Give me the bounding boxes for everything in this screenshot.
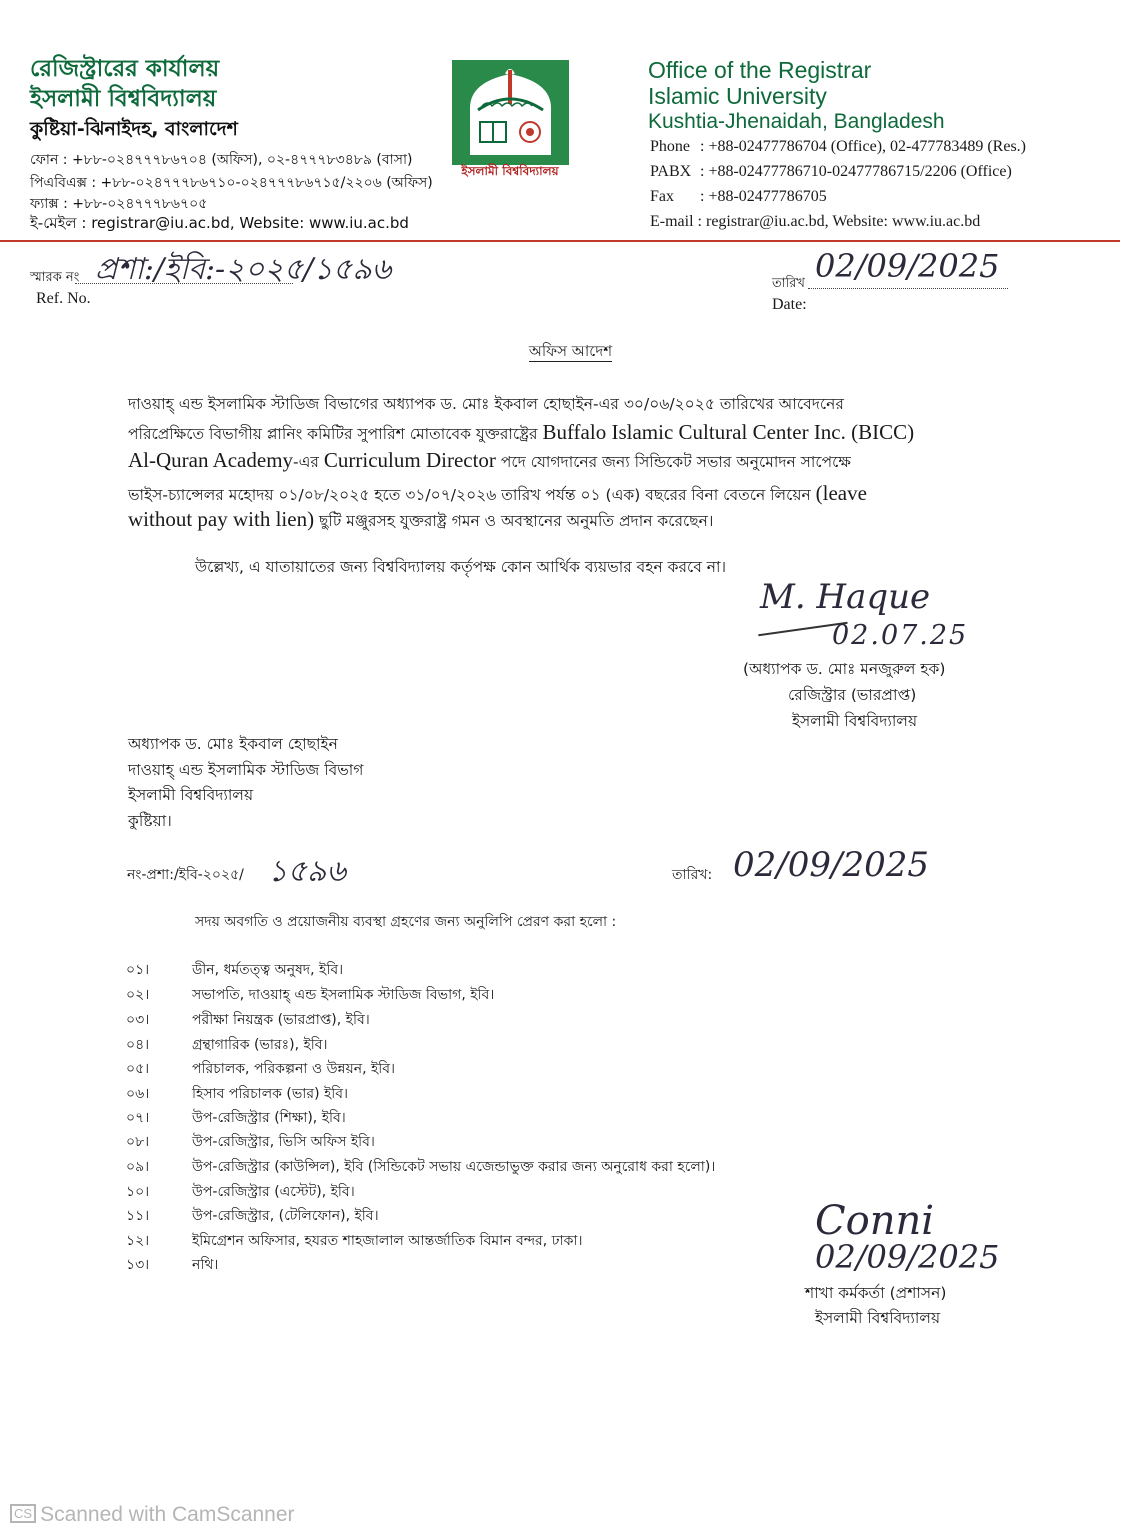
- header-en-pabx: [650, 163, 1012, 181]
- pabx-label: PABX: [650, 163, 692, 180]
- memo-number-handwritten: ১৫৯৬: [268, 854, 346, 889]
- registrar-signature: M. Haque: [760, 577, 931, 617]
- copy-item: ১২। ইমিগ্রেশন অফিসার, হযরত শাহজালাল আন্তর্জাতিক বিমান বন্দর, ঢাকা।: [126, 1233, 583, 1249]
- copy-item: ০৮। উপ-রেজিস্ট্রার, ভিসি অফিস ইবি।: [126, 1134, 375, 1150]
- order-line-3: Al-Quran Academy-এর Curriculum Director পদে যোগদানের জন্য সিন্ডিকেট সভার অনুমোদন সাপেক্ষে: [128, 448, 851, 472]
- camscanner-icon: CS: [10, 1504, 36, 1523]
- header-divider: [0, 240, 1120, 242]
- date-handwritten: 02/09/2025: [815, 247, 1000, 285]
- ref-number-handwritten: প্রশা:/ইবি:-২০২৫/১৫৯৬: [95, 252, 392, 287]
- copy-item: ০৩। পরীক্ষা নিয়ন্ত্রক (ভারপ্রাপ্ত), ইবি।: [126, 1012, 370, 1028]
- addressee-name: অধ্যাপক ড. মোঃ ইকবাল হোছাইন: [128, 735, 338, 753]
- copy-item: ০২। সভাপতি, দাওয়াহ্ এন্ড ইসলামিক স্টাডিজ বিভাগ, ইবি।: [126, 987, 495, 1003]
- addressee-university: ইসলামী বিশ্ববিদ্যালয়: [128, 786, 254, 804]
- memo-date-label: তারিখ:: [672, 867, 713, 883]
- copy-item: ০৬। হিসাব পরিচালক (ভার) ইবি।: [126, 1086, 349, 1102]
- header-en-office: Office of the Registrar: [648, 57, 872, 83]
- copy-item: ০১। ডীন, ধর্মতত্ত্ব অনুষদ, ইবি।: [126, 962, 344, 978]
- ref-label-en: Ref. No.: [36, 290, 91, 307]
- copy-item: ০৫। পরিচালক, পরিকল্পনা ও উন্নয়ন, ইবি।: [126, 1061, 396, 1077]
- header-bn-phone: ফোন : +৮৮-০২৪৭৭৭৮৬৭০৪ (অফিস), ০২-৪৭৭৭৮৩৪৮৯ (বাসা): [30, 152, 413, 168]
- phone-value: : +88-02477786704 (Office), 02-477783489 (Res.): [700, 138, 1027, 155]
- office-order-title: অফিস আদেশ: [528, 342, 613, 360]
- section-officer-signature: Conni: [815, 1198, 935, 1244]
- header-en-location: Kushtia-Jhenaidah, Bangladesh: [648, 110, 945, 133]
- copy-item: ১০। উপ-রেজিস্ট্রার (এস্টেট), ইবি।: [126, 1184, 355, 1200]
- pabx-value: : +88-02477786710-02477786715/2206 (Office): [700, 163, 1012, 180]
- fax-value: : +88-02477786705: [700, 188, 827, 205]
- header-bn-pabx: পিএবিএক্স : +৮৮-০২৪৭৭৭৮৬৭১০-০২৪৭৭৭৮৬৭১৫/২২০৬ (অফিস): [30, 175, 433, 191]
- memo-date-handwritten: 02/09/2025: [733, 845, 929, 885]
- registrar-org: ইসলামী বিশ্ববিদ্যালয়: [792, 712, 918, 730]
- header-bn-office: রেজিস্ট্রারের কার্যালয়: [30, 56, 220, 82]
- header-en-university: Islamic University: [648, 83, 827, 109]
- order-line-4: ভাইস-চ্যান্সেলর মহোদয় ০১/০৮/২০২৫ হতে ৩১/০৭/২০২৬ তারিখ পর্যন্ত ০১ (এক) বছরের বিনা বেতনে লিয়েন (leave: [128, 481, 867, 505]
- addressee-department: দাওয়াহ্ এন্ড ইসলামিক স্টাডিজ বিভাগ: [128, 761, 364, 779]
- camscanner-watermark: CS Scanned with CamScanner: [10, 1503, 295, 1527]
- header-bn-location: কুষ্টিয়া-ঝিনাইদহ, বাংলাদেশ: [30, 118, 238, 140]
- order-line-5: without pay with lien) ছুটি মঞ্জুরসহ যুক্তরাষ্ট্র গমন ও অবস্থানের অনুমতি প্রদান করেছেন।: [128, 507, 714, 531]
- ref-label-bn: স্মারক নং: [30, 270, 80, 285]
- copies-intro: সদয় অবগতি ও প্রয়োজনীয় ব্যবস্থা গ্রহণের জন্য অনুলিপি প্রেরণ করা হলো :: [195, 914, 617, 930]
- copy-item: ০৯। উপ-রেজিস্ট্রার (কাউন্সিল), ইবি (সিন্ডিকেট সভায় এজেন্ডাভুক্ত করার জন্য অনুরোধ করা হলো)।: [126, 1159, 716, 1175]
- phone-label: Phone: [650, 138, 690, 155]
- memo-number-prefix: নং-প্রশা:/ইবি-২০২৫/: [127, 867, 244, 883]
- order-line-2: পরিপ্রেক্ষিতে বিভাগীয় প্লানিং কমিটির সুপারিশ মোতাবেক যুক্তরাষ্ট্রের Buffalo Islamic Cultural Center Inc. (BICC): [128, 420, 915, 444]
- section-officer-org: ইসলামী বিশ্ববিদ্যালয়: [815, 1309, 941, 1327]
- addressee-city: কুষ্টিয়া।: [128, 812, 172, 830]
- copy-item: ০৭। উপ-রেজিস্ট্রার (শিক্ষা), ইবি।: [126, 1110, 346, 1126]
- registrar-signed-date: 02.07.25: [832, 620, 969, 651]
- date-label-bn: তারিখ: [772, 276, 805, 291]
- header-en-email: E-mail : registrar@iu.ac.bd, Website: www.iu.ac.bd: [650, 213, 981, 230]
- order-line-1: দাওয়াহ্ এন্ড ইসলামিক স্টাডিজ বিভাগের অধ্যাপক ড. মোঃ ইকবাল হোছাইন-এর ৩০/০৬/২০২৫ তারিখের আবেদনের: [128, 395, 844, 413]
- copy-item: ০৪। গ্রন্থাগারিক (ভারঃ), ইবি।: [126, 1037, 328, 1053]
- logo-caption: ইসলামী বিশ্ববিদ্যালয়: [461, 164, 559, 178]
- registrar-title: রেজিস্ট্রার (ভারপ্রাপ্ত): [788, 686, 917, 704]
- section-officer-signed-date: 02/09/2025: [815, 1238, 1000, 1276]
- fax-label: Fax: [650, 188, 674, 205]
- header-bn-university: ইসলামী বিশ্ববিদ্যালয়: [30, 86, 217, 112]
- header-bn-fax: ফ্যাক্স : +৮৮-০২৪৭৭৭৮৬৭০৫: [30, 196, 208, 212]
- copy-item: ১৩। নথি।: [126, 1257, 219, 1273]
- order-note: উল্লেখ্য, এ যাতায়াতের জন্য বিশ্ববিদ্যালয় কর্তৃপক্ষ কোন আর্থিক ব্যয়ভার বহন করবে না।: [195, 558, 727, 576]
- header-en-fax: [650, 188, 827, 206]
- date-dotted-line: [808, 288, 1008, 289]
- header-en-phone: [650, 138, 1026, 156]
- copy-item: ১১। উপ-রেজিস্ট্রার, (টেলিফোন), ইবি।: [126, 1208, 379, 1224]
- header-bn-email: ই-মেইল : registrar@iu.ac.bd, Website: www.iu.ac.bd: [30, 214, 409, 232]
- university-logo-icon: [452, 60, 569, 165]
- registrar-name: (অধ্যাপক ড. মোঃ মনজুরুল হক): [743, 660, 946, 678]
- date-label-en: Date:: [772, 296, 807, 313]
- section-officer-title: শাখা কর্মকর্তা (প্রশাসন): [805, 1284, 947, 1302]
